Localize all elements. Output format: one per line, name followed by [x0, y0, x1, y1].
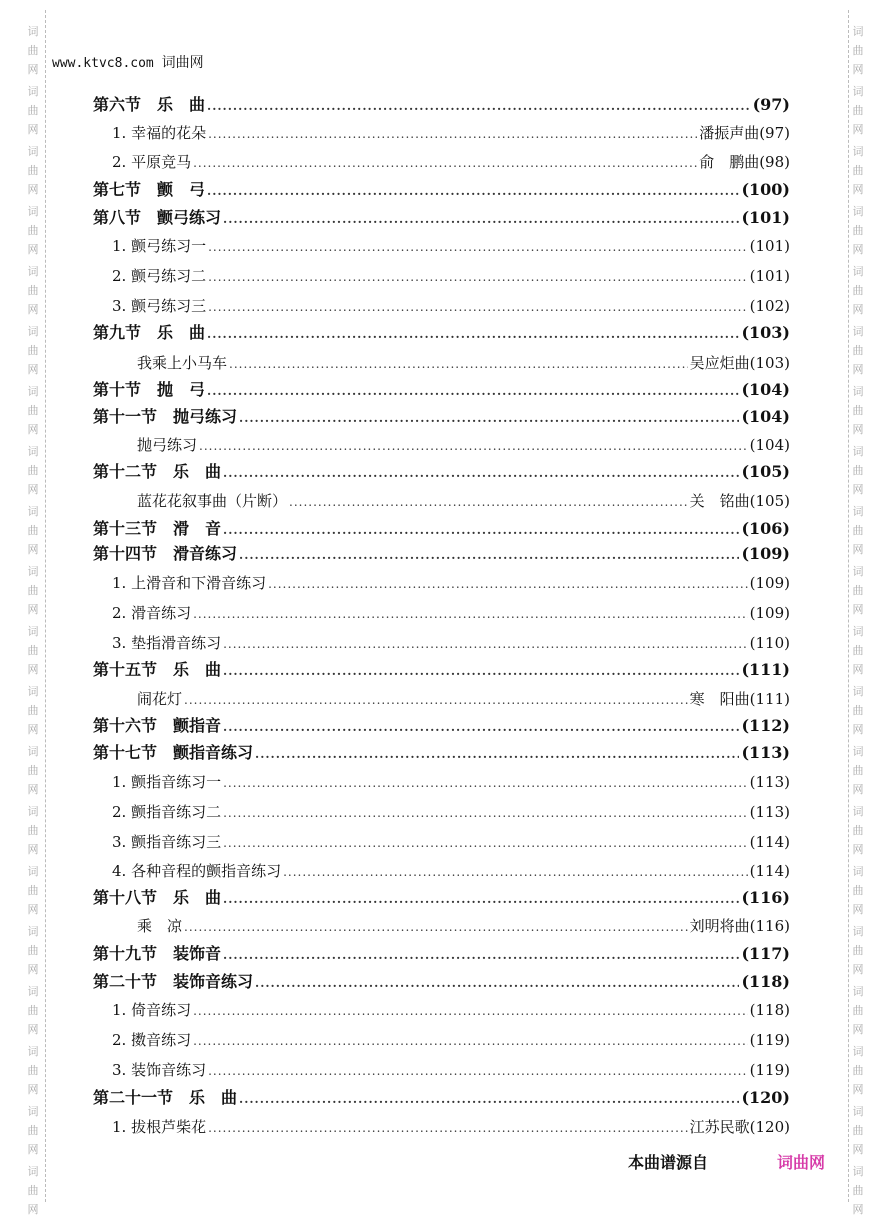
dot-leader — [199, 439, 748, 453]
toc-entry-page: (101) — [749, 267, 790, 285]
toc-entry-page: (104) — [741, 380, 790, 399]
margin-watermark: 词 曲 网 — [852, 25, 864, 76]
toc-entry — [93, 713, 790, 735]
left-margin-line — [45, 10, 46, 1202]
margin-watermark: 词 曲 网 — [852, 385, 864, 436]
site-url: www.ktvc8.com — [52, 56, 154, 71]
toc-entry — [93, 404, 790, 426]
toc-entry-page: (98) — [759, 153, 790, 171]
margin-watermark: 词 曲 网 — [27, 865, 39, 916]
toc-entry-page: (109) — [749, 604, 790, 622]
toc-entry-title: 3. 颤弓练习三 — [112, 297, 207, 315]
toc-entry — [112, 235, 790, 257]
toc-entry — [112, 632, 790, 654]
toc-entry-title: 第十七节 颤指音练习 — [93, 743, 254, 762]
dot-leader — [208, 270, 748, 284]
toc-entry — [112, 1059, 790, 1081]
toc-entry-title: 3. 颤指音练习三 — [112, 833, 222, 851]
toc-entry — [137, 434, 790, 456]
margin-watermark: 词 曲 网 — [27, 205, 39, 256]
toc-entry — [112, 1029, 790, 1051]
toc-entry-page: (114) — [749, 833, 790, 851]
toc-entry-page: (120) — [749, 1118, 790, 1136]
toc-entry — [93, 516, 790, 538]
toc-entry-page: (109) — [741, 544, 790, 563]
toc-entry-title: 1. 上滑音和下滑音练习 — [112, 574, 267, 592]
toc-entry-page: (97) — [759, 124, 790, 142]
dot-leader — [223, 776, 748, 790]
margin-watermark: 词 曲 网 — [852, 265, 864, 316]
toc-entry-page: (101) — [749, 237, 790, 255]
toc-entry — [137, 490, 790, 512]
toc-entry-page: (97) — [752, 95, 790, 114]
toc-entry-page: (101) — [741, 208, 790, 227]
toc-entry-author: 寒 阳曲 — [689, 690, 750, 708]
margin-watermark: 词 曲 网 — [27, 505, 39, 556]
toc-entry-title: 2. 擞音练习 — [112, 1031, 192, 1049]
toc-entry-page: (106) — [741, 519, 790, 538]
toc-entry-page: (118) — [749, 1001, 790, 1019]
toc-entry-page: (118) — [741, 972, 790, 991]
toc-entry — [93, 320, 790, 342]
toc-entry-title: 第十五节 乐 曲 — [93, 660, 222, 679]
dot-leader — [239, 548, 739, 562]
margin-watermark: 词 曲 网 — [27, 445, 39, 496]
toc-entry — [93, 657, 790, 679]
dot-leader — [208, 300, 748, 314]
margin-watermark: 词 曲 网 — [852, 925, 864, 976]
margin-watermark: 词 曲 网 — [852, 505, 864, 556]
dot-leader — [223, 212, 739, 226]
toc-entry-title: 1. 幸福的花朵 — [112, 124, 207, 142]
toc-entry-author: 潘振声曲 — [699, 124, 760, 142]
toc-entry — [93, 885, 790, 907]
toc-entry-title: 第十一节 抛弓练习 — [93, 407, 238, 426]
toc-entry-page: (111) — [741, 660, 790, 679]
toc-entry-title: 第十二节 乐 曲 — [93, 462, 222, 481]
dot-leader — [223, 523, 739, 537]
margin-watermark: 词 曲 网 — [27, 685, 39, 736]
right-margin-line — [848, 10, 849, 1202]
toc-entry-title: 1. 颤指音练习一 — [112, 773, 222, 791]
toc-entry-title: 4. 各种音程的颤指音练习 — [112, 862, 282, 880]
margin-watermark: 词 曲 网 — [27, 1165, 39, 1216]
dot-leader — [223, 948, 739, 962]
toc-entry — [93, 941, 790, 963]
toc-entry-page: (102) — [749, 297, 790, 315]
site-watermark — [52, 52, 204, 72]
toc-entry-page: (120) — [741, 1088, 790, 1107]
toc-entry — [112, 860, 790, 882]
toc-entry — [112, 295, 790, 317]
margin-watermark: 词 曲 网 — [27, 565, 39, 616]
toc-entry-page: (103) — [749, 354, 790, 372]
toc-entry-title: 2. 颤弓练习二 — [112, 267, 207, 285]
margin-watermark: 词 曲 网 — [852, 625, 864, 676]
margin-watermark: 词 曲 网 — [852, 745, 864, 796]
dot-leader — [229, 357, 688, 371]
margin-watermark: 词 曲 网 — [852, 685, 864, 736]
toc-entry-title: 第十四节 滑音练习 — [93, 544, 238, 563]
toc-entry-title: 第十六节 颤指音 — [93, 716, 222, 735]
margin-watermark: 词 曲 网 — [852, 1045, 864, 1096]
dot-leader — [223, 720, 739, 734]
footer-source-label: 本曲谱源自 — [628, 1153, 709, 1172]
toc-entry-page: (103) — [741, 323, 790, 342]
margin-watermark: 词 曲 网 — [852, 85, 864, 136]
toc-entry-page: (110) — [749, 634, 790, 652]
margin-watermark: 词 曲 网 — [27, 625, 39, 676]
toc-entry — [93, 1085, 790, 1107]
toc-entry — [93, 205, 790, 227]
dot-leader — [184, 920, 688, 934]
dot-leader — [207, 184, 739, 198]
margin-watermark: 词 曲 网 — [852, 145, 864, 196]
dot-leader — [268, 577, 748, 591]
dot-leader — [184, 693, 688, 707]
margin-watermark: 词 曲 网 — [852, 205, 864, 256]
margin-watermark: 词 曲 网 — [27, 145, 39, 196]
toc-entry-page: (113) — [741, 743, 790, 762]
toc-entry-page: (116) — [741, 888, 790, 907]
dot-leader — [289, 495, 688, 509]
toc-entry-page: (112) — [741, 716, 790, 735]
dot-leader — [193, 156, 697, 170]
toc-entry-title: 2. 平原竞马 — [112, 153, 192, 171]
toc-entry — [112, 602, 790, 624]
toc-entry-page: (109) — [749, 574, 790, 592]
dot-leader — [223, 637, 748, 651]
dot-leader — [283, 865, 748, 879]
toc-entry-title: 1. 拔根芦柴花 — [112, 1118, 207, 1136]
dot-leader — [255, 747, 739, 761]
margin-watermark: 词 曲 网 — [27, 25, 39, 76]
margin-watermark: 词 曲 网 — [27, 325, 39, 376]
toc-entry-page: (104) — [749, 436, 790, 454]
dot-leader — [207, 327, 739, 341]
dot-leader — [239, 411, 739, 425]
toc-entry-author: 关 铭曲 — [689, 492, 750, 510]
toc-entry — [93, 377, 790, 399]
dot-leader — [207, 99, 751, 113]
toc-entry — [112, 831, 790, 853]
toc-entry-page: (111) — [749, 690, 790, 708]
dot-leader — [208, 240, 748, 254]
toc-entry-title: 第十三节 滑 音 — [93, 519, 222, 538]
toc-entry-title: 乘 凉 — [137, 917, 183, 935]
toc-entry-title: 第八节 颤弓练习 — [93, 208, 222, 227]
toc-entry-page: (114) — [749, 862, 790, 880]
toc-entry-title: 3. 装饰音练习 — [112, 1061, 207, 1079]
margin-watermark: 词 曲 网 — [852, 325, 864, 376]
toc-entry-title: 2. 滑音练习 — [112, 604, 192, 622]
toc-entry — [112, 1116, 790, 1138]
dot-leader — [223, 892, 739, 906]
toc-entry-page: (117) — [741, 944, 790, 963]
toc-entry — [112, 999, 790, 1021]
toc-entry-title: 第七节 颤 弓 — [93, 180, 206, 199]
margin-watermark: 词 曲 网 — [27, 1045, 39, 1096]
toc-entry — [93, 740, 790, 762]
toc-entry-title: 1. 倚音练习 — [112, 1001, 192, 1019]
toc-entry-title: 第九节 乐 曲 — [93, 323, 206, 342]
margin-watermark: 词 曲 网 — [852, 445, 864, 496]
margin-watermark: 词 曲 网 — [27, 805, 39, 856]
toc-entry-page: (104) — [741, 407, 790, 426]
margin-watermark: 词 曲 网 — [852, 805, 864, 856]
toc-entry — [93, 459, 790, 481]
dot-leader — [223, 806, 748, 820]
dot-leader — [193, 1034, 748, 1048]
toc-entry-page: (113) — [749, 803, 790, 821]
dot-leader — [239, 1092, 739, 1106]
toc-entry-author: 吴应炬曲 — [689, 354, 750, 372]
toc-entry-author: 俞 鹏曲 — [699, 153, 760, 171]
toc-entry — [93, 541, 790, 563]
site-name: 词曲网 — [161, 55, 204, 71]
toc-entry-title: 第二十节 装饰音练习 — [93, 972, 254, 991]
dot-leader — [255, 976, 739, 990]
toc-entry-title: 抛弓练习 — [137, 436, 198, 454]
dot-leader — [208, 1064, 748, 1078]
margin-watermark: 词 曲 网 — [852, 1165, 864, 1216]
toc-entry-page: (116) — [749, 917, 790, 935]
toc-entry — [137, 352, 790, 374]
margin-watermark: 词 曲 网 — [27, 85, 39, 136]
toc-entry — [137, 688, 790, 710]
margin-watermark: 词 曲 网 — [852, 985, 864, 1036]
toc-entry-title: 我乘上小马车 — [137, 354, 228, 372]
dot-leader — [208, 1121, 688, 1135]
margin-watermark: 词 曲 网 — [27, 265, 39, 316]
dot-leader — [208, 127, 697, 141]
dot-leader — [223, 836, 748, 850]
toc-entry-page: (100) — [741, 180, 790, 199]
toc-entry-title: 第二十一节 乐 曲 — [93, 1088, 238, 1107]
dot-leader — [193, 1004, 748, 1018]
margin-watermark: 词 曲 网 — [852, 1105, 864, 1156]
margin-watermark: 词 曲 网 — [27, 985, 39, 1036]
toc-entry — [93, 92, 790, 114]
toc-entry-page: (105) — [749, 492, 790, 510]
margin-watermark: 词 曲 网 — [852, 865, 864, 916]
toc-entry-page: (119) — [749, 1061, 790, 1079]
toc-entry — [112, 151, 790, 173]
dot-leader — [207, 384, 739, 398]
toc-entry-title: 3. 垫指滑音练习 — [112, 634, 222, 652]
toc-entry-title: 第十节 抛 弓 — [93, 380, 206, 399]
margin-watermark: 词 曲 网 — [27, 745, 39, 796]
toc-entry-title: 第六节 乐 曲 — [93, 95, 206, 114]
margin-watermark: 词 曲 网 — [27, 385, 39, 436]
margin-watermark: 词 曲 网 — [27, 925, 39, 976]
margin-watermark: 词 曲 网 — [852, 565, 864, 616]
footer-source-site: 词曲网 — [777, 1153, 826, 1172]
toc-entry-page: (105) — [741, 462, 790, 481]
toc-entry-title: 闹花灯 — [137, 690, 183, 708]
toc-entry-page: (119) — [749, 1031, 790, 1049]
toc-entry-author: 刘明将曲 — [689, 917, 750, 935]
toc-entry — [112, 771, 790, 793]
toc-entry — [93, 969, 790, 991]
dot-leader — [193, 607, 748, 621]
toc-entry — [112, 801, 790, 823]
dot-leader — [223, 466, 739, 480]
toc-entry-title: 2. 颤指音练习二 — [112, 803, 222, 821]
toc-entry-author: 江苏民歌 — [689, 1118, 750, 1136]
dot-leader — [223, 664, 739, 678]
toc-entry-page: (113) — [749, 773, 790, 791]
toc-entry-title: 1. 颤弓练习一 — [112, 237, 207, 255]
toc-entry-title: 第十九节 装饰音 — [93, 944, 222, 963]
toc-entry — [112, 265, 790, 287]
toc-entry-title: 蓝花花叙事曲（片断） — [137, 492, 288, 510]
toc-entry — [112, 572, 790, 594]
toc-entry — [112, 122, 790, 144]
toc-entry-title: 第十八节 乐 曲 — [93, 888, 222, 907]
margin-watermark: 词 曲 网 — [27, 1105, 39, 1156]
toc-entry — [137, 915, 790, 937]
toc-entry — [93, 177, 790, 199]
